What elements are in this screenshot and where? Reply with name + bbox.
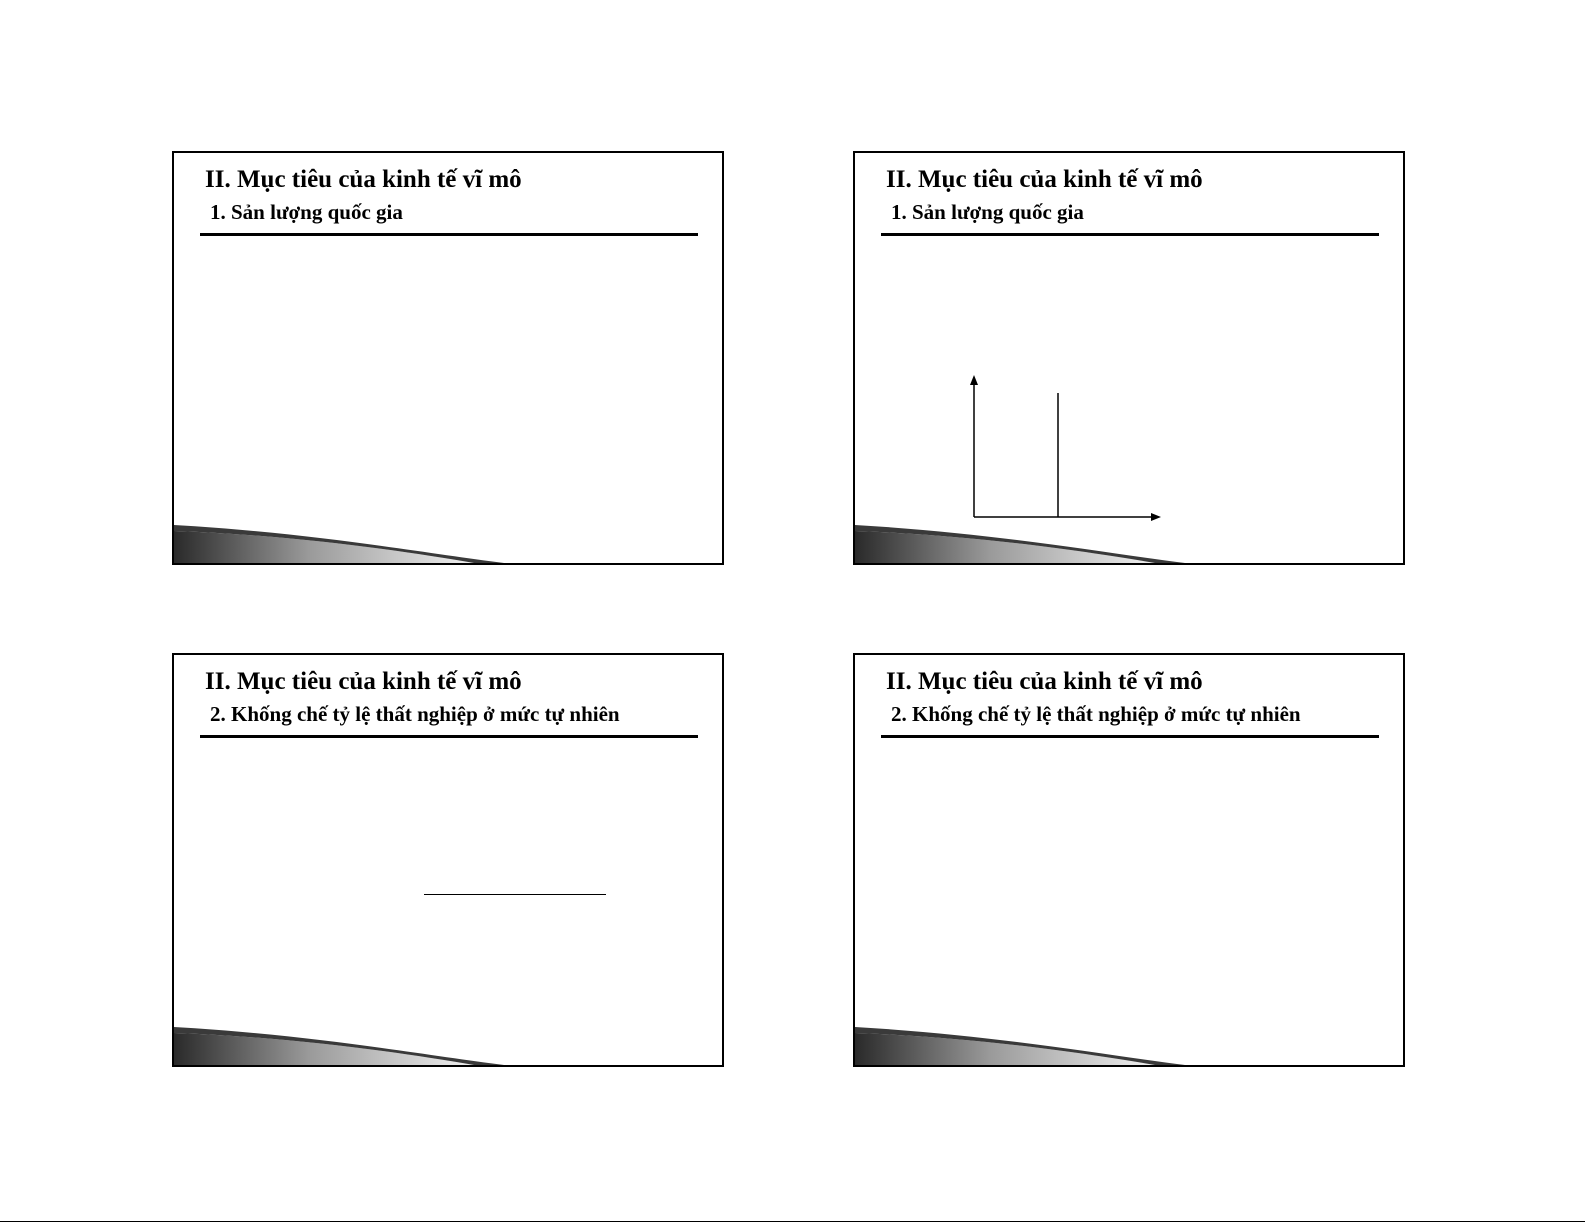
footer-swoosh (174, 1025, 724, 1065)
title-underline (200, 233, 698, 236)
slide-title: II. Mục tiêu của kinh tế vĩ mô (886, 668, 1203, 695)
x-axis-arrow (1151, 513, 1161, 521)
footer-swoosh (855, 523, 1405, 563)
footer-swoosh (174, 523, 724, 563)
slide-title: II. Mục tiêu của kinh tế vĩ mô (205, 166, 522, 193)
slide-2[interactable] (853, 151, 1405, 565)
slide-4[interactable] (853, 653, 1405, 1067)
page-bottom-rule (0, 1221, 1585, 1222)
slide-subtitle: 2. Khống chế tỷ lệ thất nghiệp ở mức tự nhiên (210, 702, 620, 726)
slide-subtitle: 2. Khống chế tỷ lệ thất nghiệp ở mức tự nhiên (891, 702, 1301, 726)
slide-title: II. Mục tiêu của kinh tế vĩ mô (205, 668, 522, 695)
title-underline (200, 735, 698, 738)
slide-title: II. Mục tiêu của kinh tế vĩ mô (886, 166, 1203, 193)
slide-subtitle: 1. Sản lượng quốc gia (210, 200, 403, 224)
axis-diagram (855, 153, 1405, 565)
fraction-line (424, 894, 606, 895)
title-underline (881, 735, 1379, 738)
y-axis-arrow (970, 375, 978, 385)
slide-subtitle: 1. Sản lượng quốc gia (891, 200, 1084, 224)
slide-3[interactable] (172, 653, 724, 1067)
footer-swoosh (855, 1025, 1405, 1065)
slide-1[interactable] (172, 151, 724, 565)
